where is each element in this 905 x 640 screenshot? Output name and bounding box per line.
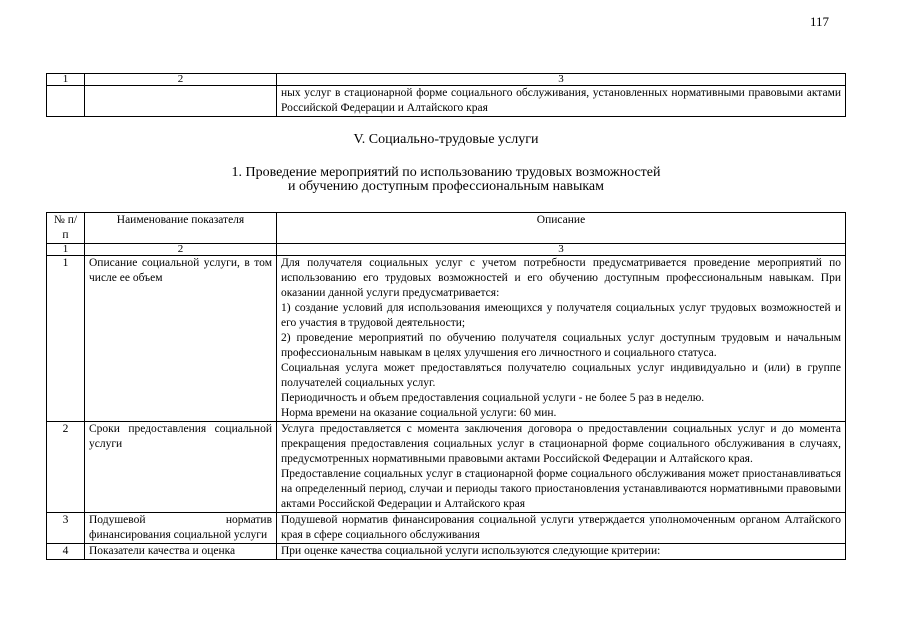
empty-cell bbox=[47, 86, 85, 117]
description-paragraph: Подушевой норматив финансирования социальной услуги утверждается уполномоченным органом Алтайского края в сфере социального обслуживания bbox=[281, 514, 841, 541]
subsection-title-line-2: и обучению доступным профессиональным навыкам bbox=[287, 179, 605, 194]
continuation-text: ных услуг в стационарной форме социального обслуживания, установленных нормативными правовыми актами Российской Федерации и Алтайского края bbox=[277, 86, 846, 117]
indicators-table bbox=[46, 212, 846, 560]
header-row bbox=[47, 213, 846, 244]
indicator-name: Подушевой норматив финансирования социальной услуги bbox=[85, 513, 277, 544]
indicator-description bbox=[277, 422, 846, 513]
header-num: № п/п bbox=[47, 213, 85, 244]
empty-cell bbox=[85, 86, 277, 117]
column-index-1: 1 bbox=[47, 74, 85, 86]
description-paragraph: 1) создание условий для использования имеющихся у получателя социальных услуг трудовых возможностей и его участия в трудовой деятельности; bbox=[281, 302, 841, 329]
table-row bbox=[47, 256, 846, 422]
description-paragraph: 2) проведение мероприятий по обучению получателя социальных услуг доступным трудовым и начальным профессиональным навыкам в целях улучшения его личностного и социального статуса. bbox=[281, 332, 841, 359]
indicator-name: Сроки предоставления социальной услуги bbox=[85, 422, 277, 513]
column-index-1: 1 bbox=[47, 244, 85, 256]
description-paragraph: Предоставление социальных услуг в стационарной форме социального обслуживания может приостанавливаться на определенный период, случаи и периоды такого приостановления устанавливаются нормативными правовыми актами Российской Федерации и Алтайского края bbox=[281, 468, 841, 510]
column-index-3: 3 bbox=[277, 74, 846, 86]
section-title: V. Социально-трудовые услуги bbox=[353, 132, 539, 147]
indicator-description bbox=[277, 544, 846, 560]
header-description: Описание bbox=[277, 213, 846, 244]
header-name: Наименование показателя bbox=[85, 213, 277, 244]
description-paragraph: Норма времени на оказание социальной услуги: 60 мин. bbox=[281, 407, 557, 419]
subsection-title-line-1: 1. Проведение мероприятий по использованию трудовых возможностей bbox=[231, 165, 661, 180]
table-row bbox=[47, 544, 846, 560]
description-paragraph: Социальная услуга может предоставляться получателю социальных услуг индивидуально и (или) в группе получателей социальных услуг. bbox=[281, 362, 841, 389]
subsection-title bbox=[46, 166, 846, 194]
continuation-table bbox=[46, 73, 846, 117]
description-paragraph: При оценке качества социальной услуги используются следующие критерии: bbox=[281, 545, 661, 557]
page-number: 117 bbox=[810, 14, 830, 29]
column-index-3: 3 bbox=[277, 244, 846, 256]
row-number: 4 bbox=[47, 544, 85, 560]
indicator-description bbox=[277, 256, 846, 422]
column-index-row bbox=[47, 74, 846, 86]
description-paragraph: Для получателя социальных услуг с учетом потребности предусматривается проведение мероприятий по использованию его трудовых возможностей и его обучению доступным профессиональным навыкам. При оказании данной услуги предусматривается: bbox=[281, 257, 841, 299]
indicator-name: Показатели качества и оценка bbox=[85, 544, 277, 560]
row-number: 2 bbox=[47, 422, 85, 513]
description-paragraph: Услуга предоставляется с момента заключения договора о предоставлении социальных услуг и до момента прекращения предоставления социальных услуг в стационарной форме социального обслуживания в случаях, предусмотренных нормативными правовыми актами Российской Федерации и Алтайского края. bbox=[281, 423, 841, 465]
column-index-2: 2 bbox=[85, 244, 277, 256]
table-row bbox=[47, 422, 846, 513]
table-row bbox=[47, 513, 846, 544]
description-paragraph: Периодичность и объем предоставления социальной услуги - не более 5 раз в неделю. bbox=[281, 392, 705, 404]
row-number: 1 bbox=[47, 256, 85, 422]
indicator-name: Описание социальной услуги, в том числе ее объем bbox=[85, 256, 277, 422]
column-index-2: 2 bbox=[85, 74, 277, 86]
table-row bbox=[47, 86, 846, 117]
column-index-row bbox=[47, 244, 846, 256]
row-number: 3 bbox=[47, 513, 85, 544]
indicator-description bbox=[277, 513, 846, 544]
